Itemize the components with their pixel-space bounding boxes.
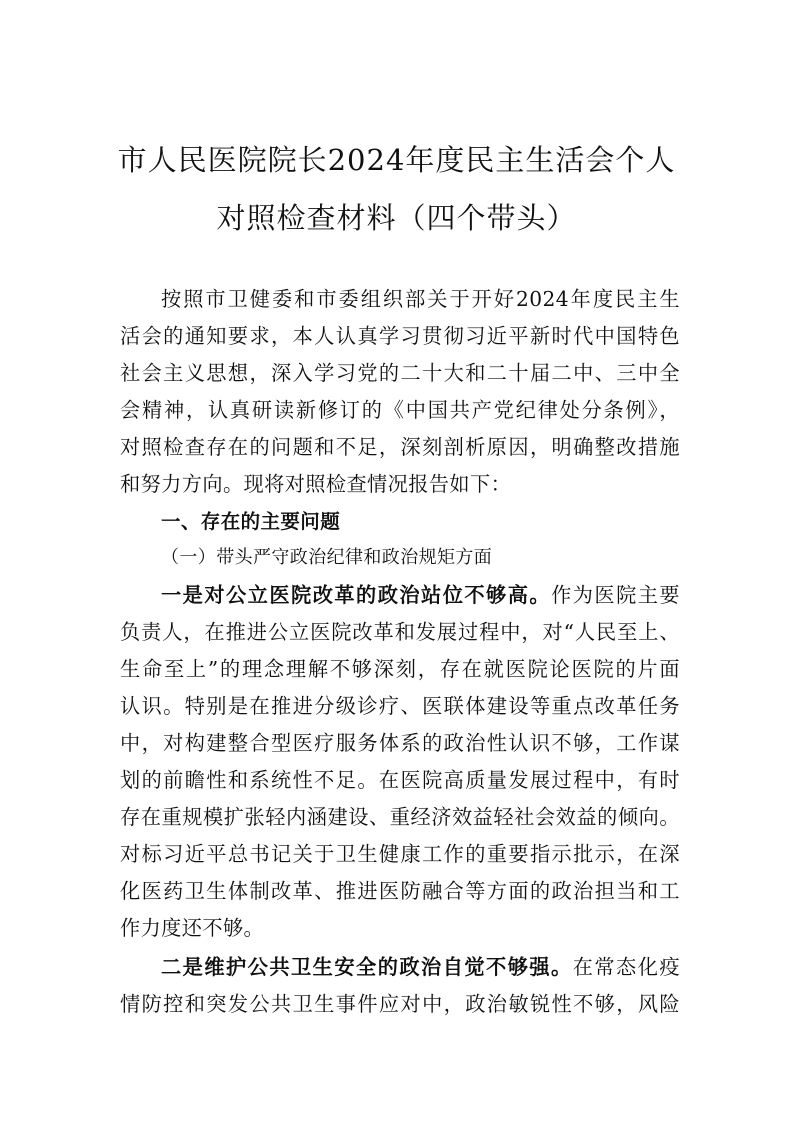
intro-line-5: 对照检查存在的问题和不足，深刻剖析原因，明确整改措施 xyxy=(120,435,680,459)
subsection-heading: （一）带头严守政治纪律和政治规矩方面 xyxy=(161,547,493,568)
intro-line-4: 会精神，认真研读新修订的《中国共产党纪律处分条例》， xyxy=(120,398,680,422)
document-title-line-2: 对照检查材料（四个带头） xyxy=(216,201,577,235)
point-1-line-3: 生命至上”的理念理解不够深刻，存在就医院论医院的片面 xyxy=(120,657,680,681)
section-heading: 一、存在的主要问题 xyxy=(161,510,341,533)
point-1-line-7: 存在重规模扩张轻内涵建设、重经济效益轻社会效益的倾向。 xyxy=(120,805,680,829)
intro-line-1: 按照市卫健委和市委组织部关于开好2024年度民主生 xyxy=(161,287,680,311)
point-2-first-line-rest: 在常态化疫 xyxy=(572,955,680,979)
document-title-line-1: 市人民医院院长2024年度民主生活会个人 xyxy=(117,143,676,177)
point-1-line-8: 对标习近平总书记关于卫生健康工作的重要指示批示，在深 xyxy=(120,842,680,866)
point-1-line-5: 中，对构建整合型医疗服务体系的政治性认识不够，工作谋 xyxy=(120,731,680,755)
intro-line-6: 和努力方向。现将对照检查情况报告如下： xyxy=(120,472,512,496)
point-1-line-10: 作力度还不够。 xyxy=(120,916,265,940)
point-1-line-2: 负责人，在推进公立医院改革和发展过程中，对“人民至上、 xyxy=(120,620,680,644)
point-2-lead: 二是维护公共卫生安全的政治自觉不够强。 xyxy=(161,955,573,979)
intro-line-3: 社会主义思想，深入学习党的二十大和二十届二中、三中全 xyxy=(120,361,680,385)
point-1-first-line-rest: 作为医院主要 xyxy=(551,583,680,607)
point-1-line-4: 认识。特别是在推进分级诊疗、医联体建设等重点改革任务 xyxy=(120,694,680,718)
point-1-lead: 一是对公立医院改革的政治站位不够高。 xyxy=(161,583,552,607)
point-1-line-9: 化医药卫生体制改革、推进医防融合等方面的政治担当和工 xyxy=(120,879,680,903)
point-2-first-line xyxy=(161,951,680,987)
point-2-line-2: 情防控和突发公共卫生事件应对中，政治敏锐性不够，风险 xyxy=(120,992,680,1016)
intro-line-2: 活会的通知要求，本人认真学习贯彻习近平新时代中国特色 xyxy=(120,324,680,348)
point-1-line-6: 划的前瞻性和系统性不足。在医院高质量发展过程中，有时 xyxy=(120,768,680,792)
point-1-first-line xyxy=(161,579,680,615)
